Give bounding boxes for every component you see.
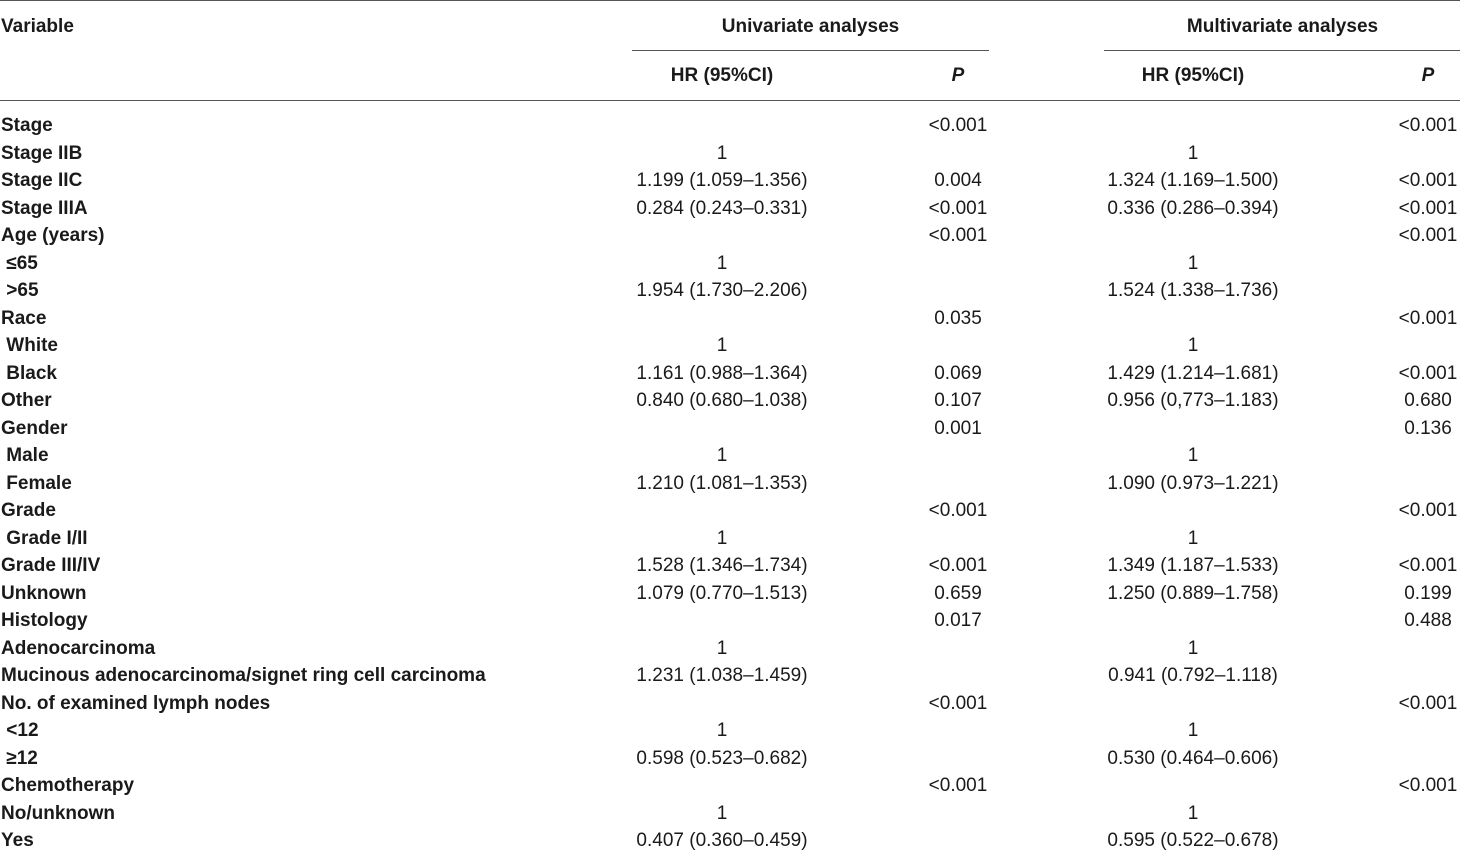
univariate-hr-cell: 1 [716,142,728,164]
multivariate-span-rule [1104,50,1460,51]
multivariate-hr-cell: 0.530 (0.464–0.606) [1107,747,1279,769]
row-label: <12 [1,720,39,741]
multivariate-hr-cell: 1 [1187,527,1199,549]
row-label: Yes [1,830,34,851]
univariate-hr-cell: 1.528 (1.346–1.734) [636,555,808,576]
row-label: Stage IIC [1,170,83,191]
table-row [0,415,1460,443]
row-label: Gender [1,417,68,439]
row-label: Age (years) [1,225,105,246]
row-label: Race [1,307,47,329]
row-label: Stage [1,115,53,136]
table-row [0,332,1460,360]
table-row [0,662,1460,690]
univariate-hr-cell: 1 [716,252,728,274]
row-label: Grade III/IV [1,555,101,576]
row-label: Other [1,390,52,411]
table-row [0,580,1460,608]
table-row [0,690,1460,718]
univariate-p-cell: 0.004 [934,170,982,191]
multivariate-p-cell: <0.001 [1398,197,1458,219]
multivariate-p-cell: 0.680 [1404,390,1452,411]
univariate-hr-cell: 1.079 (0.770–1.513) [636,582,808,604]
univariate-p-cell: 0.107 [934,390,982,411]
univariate-p-cell: <0.001 [928,555,988,576]
multivariate-p-cell: <0.001 [1398,170,1458,191]
multivariate-hr-cell: 0.956 (0,773–1.183) [1107,390,1279,411]
multivariate-p-cell: <0.001 [1398,500,1458,521]
multivariate-hr-cell: 0.595 (0.522–0.678) [1107,830,1279,851]
table-row [0,360,1460,388]
multivariate-p-cell: 0.199 [1404,582,1452,604]
header-variable: Variable [1,16,74,37]
univariate-p-cell: 0.035 [934,307,982,329]
row-label: Histology [1,610,88,631]
table-row [0,195,1460,223]
header-univariate-p: P [951,65,965,86]
multivariate-p-cell: <0.001 [1398,692,1458,714]
univariate-hr-cell: 0.407 (0.360–0.459) [636,830,808,851]
row-label: >65 [1,280,39,301]
multivariate-hr-cell: 1 [1187,335,1199,356]
multivariate-hr-cell: 1 [1187,445,1199,466]
row-label: ≥12 [1,747,38,769]
multivariate-p-cell: <0.001 [1398,775,1458,796]
univariate-p-cell: <0.001 [928,197,988,219]
row-label: Female [1,472,72,494]
univariate-hr-cell: 0.840 (0.680–1.038) [636,390,808,411]
row-label: Male [1,445,49,466]
multivariate-p-cell: <0.001 [1398,555,1458,576]
table-row [0,140,1460,168]
univariate-hr-cell: 1 [716,335,728,356]
row-label: No/unknown [1,802,115,824]
univariate-p-cell: <0.001 [928,115,988,136]
table-row [0,470,1460,498]
univariate-p-cell: <0.001 [928,692,988,714]
univariate-p-cell: 0.659 [934,582,982,604]
multivariate-hr-cell: 1.324 (1.169–1.500) [1107,170,1279,191]
table-row [0,717,1460,745]
table-row [0,800,1460,828]
univariate-hr-cell: 0.598 (0.523–0.682) [636,747,808,769]
multivariate-p-cell: 0.136 [1404,417,1452,439]
univariate-hr-cell: 1.210 (1.081–1.353) [636,472,808,494]
table-row [0,525,1460,553]
table-row [0,552,1460,580]
multivariate-hr-cell: 1 [1187,637,1199,659]
univariate-hr-cell: 1.954 (1.730–2.206) [636,280,808,301]
univariate-hr-cell: 1.199 (1.059–1.356) [636,170,808,191]
multivariate-hr-cell: 0.336 (0.286–0.394) [1107,197,1279,219]
multivariate-hr-cell: 1.349 (1.187–1.533) [1107,555,1279,576]
header-multivariate-hr: HR (95%CI) [1141,65,1245,86]
multivariate-p-cell: <0.001 [1398,115,1458,136]
multivariate-p-cell: <0.001 [1398,362,1458,384]
row-label: Chemotherapy [1,775,135,796]
table-row [0,442,1460,470]
univariate-p-cell: 0.017 [934,610,982,631]
row-label: Black [1,362,57,384]
univariate-hr-cell: 1 [716,445,728,466]
univariate-hr-cell: 1 [716,720,728,741]
multivariate-hr-cell: 1 [1187,252,1199,274]
multivariate-hr-cell: 1.524 (1.338–1.736) [1107,280,1279,301]
header-multivariate: Multivariate analyses [1186,16,1379,37]
table-row [0,635,1460,663]
univariate-hr-cell: 1 [716,637,728,659]
multivariate-p-cell: <0.001 [1398,307,1458,329]
multivariate-hr-cell: 1 [1187,720,1199,741]
table-row [0,772,1460,800]
row-label: Stage IIB [1,142,83,164]
row-label: Stage IIIA [1,197,88,219]
table-row [0,305,1460,333]
multivariate-hr-cell: 1.429 (1.214–1.681) [1107,362,1279,384]
univariate-hr-cell: 1.231 (1.038–1.459) [636,665,808,686]
univariate-p-cell: <0.001 [928,500,988,521]
table-row [0,827,1460,855]
header-univariate: Univariate analyses [721,16,900,37]
table-row [0,167,1460,195]
table-row [0,277,1460,305]
univariate-p-cell: <0.001 [928,775,988,796]
table-row [0,250,1460,278]
univariate-hr-cell: 0.284 (0.243–0.331) [636,197,808,219]
table-row [0,222,1460,250]
univariate-hr-cell: 1 [716,802,728,824]
multivariate-hr-cell: 1.250 (0.889–1.758) [1107,582,1279,604]
header-multivariate-p: P [1421,65,1435,86]
table-row [0,607,1460,635]
header-bottom-rule [0,100,1460,101]
table-row [0,497,1460,525]
multivariate-hr-cell: 0.941 (0.792–1.118) [1108,665,1278,686]
univariate-p-cell: <0.001 [928,225,988,246]
multivariate-hr-cell: 1 [1187,142,1199,164]
table-row [0,745,1460,773]
row-label: Grade [1,500,56,521]
table-row [0,112,1460,140]
table-row [0,387,1460,415]
row-label: White [1,335,58,356]
multivariate-p-cell: <0.001 [1398,225,1458,246]
row-label: No. of examined lymph nodes [1,692,271,714]
row-label: Mucinous adenocarcinoma/signet ring cell carcinoma [1,665,486,686]
univariate-hr-cell: 1.161 (0.988–1.364) [636,362,808,384]
row-label: Unknown [1,582,87,604]
multivariate-p-cell: 0.488 [1404,610,1452,631]
univariate-p-cell: 0.001 [934,417,982,439]
univariate-hr-cell: 1 [716,527,728,549]
row-label: ≤65 [1,252,38,274]
header-univariate-hr: HR (95%CI) [670,65,774,86]
multivariate-hr-cell: 1.090 (0.973–1.221) [1107,472,1279,494]
row-label: Grade I/II [1,527,88,549]
univariate-span-rule [632,50,989,51]
top-rule [0,0,1460,1]
row-label: Adenocarcinoma [1,637,156,659]
univariate-p-cell: 0.069 [934,362,982,384]
multivariate-hr-cell: 1 [1187,802,1199,824]
